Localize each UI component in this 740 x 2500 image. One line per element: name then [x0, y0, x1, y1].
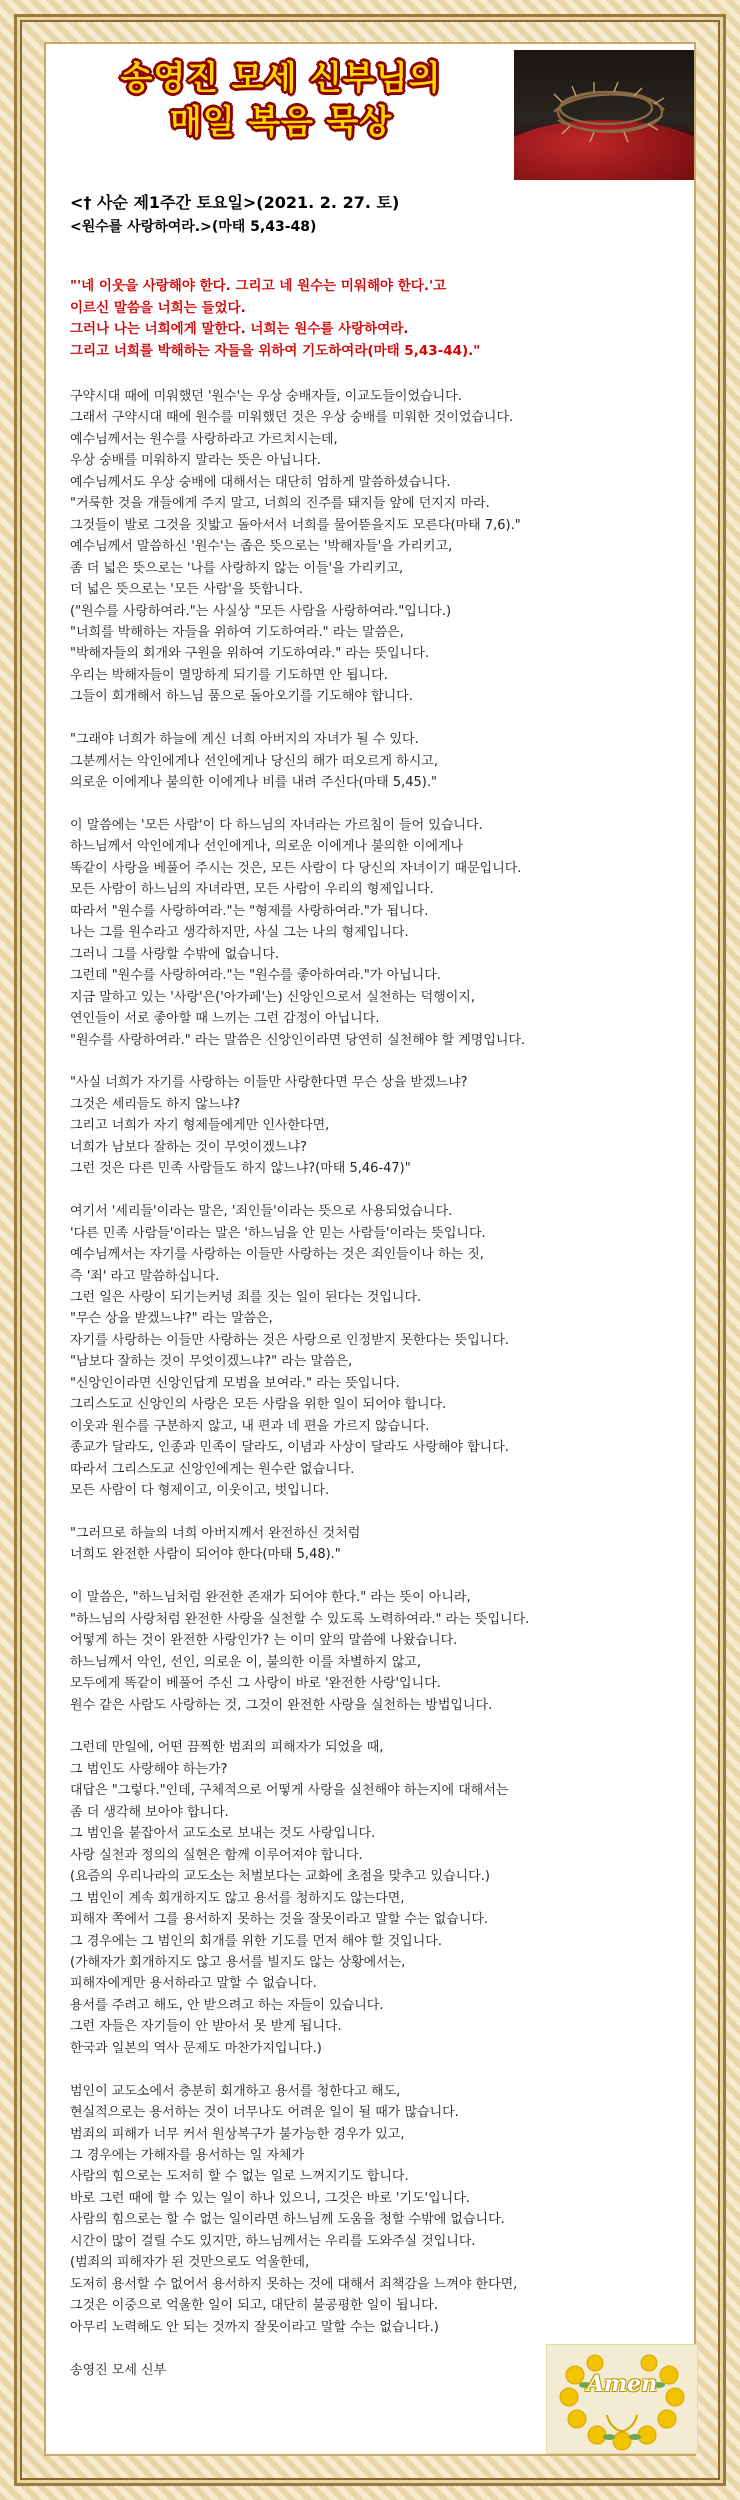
body-line: 지금 말하고 있는 '사랑'은('아가페'는) 신앙인으로서 실천하는 덕행이지,: [70, 989, 475, 1005]
body-line: "사실 너희가 자기를 사랑하는 이들만 사랑한다면 무슨 상을 받겠느냐?: [70, 1075, 468, 1091]
body-line: 좀 더 생각해 보아야 합니다.: [70, 1804, 229, 1820]
quote-line: 그리고 너희를 박해하는 자들을 위하여 기도하여라(마태 5,43-44).": [70, 342, 481, 359]
body-line: 우리는 박해자들이 멸망하게 되기를 기도하면 안 됩니다.: [70, 667, 388, 683]
body-line: "하느님의 사랑처럼 완전한 사랑을 실천할 수 있도록 노력하여라." 라는 뜻입니다.: [70, 1611, 530, 1627]
body-line: 원수 같은 사람도 사랑하는 것, 그것이 완전한 사랑을 실천하는 방법입니다.: [70, 1697, 493, 1713]
body-line: 그런데 만일에, 어떤 끔찍한 범죄의 피해자가 되었을 때,: [70, 1740, 384, 1756]
crown-of-thorns-image: [514, 50, 694, 180]
body-line: "그래야 너희가 하늘에 계신 너희 아버지의 자녀가 될 수 있다.: [70, 732, 419, 748]
body-line: 범인이 교도소에서 충분히 회개하고 용서를 청한다고 해도,: [70, 2083, 401, 2099]
body-line: 한국과 일본의 역사 문제도 마찬가지입니다.): [70, 2040, 322, 2056]
body-line: 피해자에게만 용서하라고 말할 수 없습니다.: [70, 1976, 317, 1992]
body-line: 어떻게 하는 것이 완전한 사랑인가? 는 이미 앞의 말씀에 나왔습니다.: [70, 1633, 458, 1649]
gospel-quote: [70, 276, 670, 362]
body-line: 범죄의 피해가 너무 커서 원상복구가 불가능한 경우가 있고,: [70, 2126, 405, 2142]
body-line: 구약시대 때에 미워했던 '원수'는 우상 숭배자들, 이교도들이었습니다.: [70, 389, 462, 404]
body-line: 그것들이 발로 그것을 짓밟고 돌아서서 너희를 물어뜯을지도 모른다(마태 7,6).": [70, 517, 521, 533]
body-line: 예수님께서는 자기를 사랑하는 이들만 사랑하는 것은 죄인들이나 하는 짓,: [70, 1247, 484, 1263]
body-line: 종교가 달라도, 인종과 민족이 달라도, 이념과 사상이 달라도 사랑해야 합니다.: [70, 1440, 509, 1456]
body-line: 그것은 이중으로 억울한 일이 되고, 대단히 불공평한 일이 됩니다.: [70, 2298, 438, 2314]
body-line: 현실적으로는 용서하는 것이 너무나도 어려운 일이 될 때가 많습니다.: [70, 2105, 459, 2121]
quote-line: 그러나 나는 너희에게 말한다. 너희는 원수를 사랑하여라.: [70, 321, 409, 337]
quote-line: 이르신 말씀을 너희는 들었다.: [70, 299, 246, 316]
body-line: 도저히 용서할 수 없어서 용서하지 못하는 것에 대해서 죄책감을 느껴야 한다면,: [70, 2276, 518, 2292]
body-line: "신앙인이라면 신앙인답게 모범을 보여라." 라는 뜻입니다.: [70, 1375, 400, 1391]
body-line: 이 말씀은, "하느님처럼 완전한 존재가 되어야 한다." 라는 뜻이 아니라,: [70, 1590, 471, 1606]
body-line: 연인들이 서로 좋아할 때 느끼는 그런 감정이 아닙니다.: [70, 1011, 380, 1027]
body-line: 그 경우에는 가해자를 용서하는 일 자체가: [70, 2148, 305, 2164]
body-line: (범죄의 피해자가 된 것만으로도 억울한데,: [70, 2255, 310, 2271]
body-line: 예수님께서 말씀하신 '원수'는 좁은 뜻으로는 '박해자들'을 가리키고,: [70, 539, 453, 555]
body-line: 바로 그런 때에 할 수 있는 일이 하나 있으니, 그것은 바로 '기도'입니다.: [70, 2190, 470, 2206]
body-line: 하느님께서 악인, 선인, 의로운 이, 불의한 이를 차별하지 않고,: [70, 1654, 421, 1670]
paragraph-gap: [70, 1180, 670, 1201]
body-line: 사랑 실천과 정의의 실현은 함께 이루어져야 합니다.: [70, 1847, 363, 1863]
paragraph-gap: [70, 2059, 670, 2080]
body-line: 우상 숭배를 미워하지 말라는 뜻은 아닙니다.: [70, 453, 321, 469]
body-line: "그러므로 하늘의 너희 아버지께서 완전하신 것처럼: [70, 1525, 361, 1541]
body-line: ("원수를 사랑하여라."는 사실상 "모든 사람을 사랑하여라."입니다.): [70, 603, 452, 619]
body-line: 모든 사람이 하느님의 자녀라면, 모든 사람이 우리의 형제입니다.: [70, 882, 434, 898]
flower-wreath-icon: [547, 2345, 697, 2453]
body-line: 그 범인을 붙잡아서 교도소로 보내는 것도 사랑입니다.: [70, 1826, 376, 1842]
paragraph-gap: [70, 708, 670, 729]
paragraph-gap: [70, 1716, 670, 1737]
body-line: 여기서 '세리들'이라는 말은, '죄인들'이라는 뜻으로 사용되었습니다.: [70, 1204, 453, 1220]
author-signature: 송영진 모세 신부: [70, 2362, 167, 2378]
title-line-2: 매일 복음 묵상: [169, 102, 393, 141]
body-line: 예수님께서도 우상 숭배에 대해서는 대단히 엄하게 말씀하셨습니다.: [70, 474, 451, 490]
paragraph-gap: [70, 794, 670, 815]
meditation-body: [70, 386, 670, 2381]
body-line: (요즘의 우리나라의 교도소는 처벌보다는 교화에 초점을 맞추고 있습니다.): [70, 1869, 490, 1885]
paragraph-gap: [70, 1566, 670, 1587]
body-line: "거룩한 것을 개들에게 주지 말고, 너희의 진주를 돼지들 앞에 던지지 마라.: [70, 496, 490, 512]
reading-header: [70, 192, 670, 237]
body-line: 그 경우에는 그 범인의 회개를 위한 기도를 먼저 해야 할 것입니다.: [70, 1933, 442, 1949]
body-line: 그들이 회개해서 하느님 품으로 돌아오기를 기도해야 합니다.: [70, 689, 413, 705]
body-line: 이 말씀에는 '모든 사람'이 다 하느님의 자녀라는 가르침이 들어 있습니다.: [70, 818, 483, 834]
body-line: "무슨 상을 받겠느냐?" 라는 말씀은,: [70, 1311, 273, 1327]
body-line: "너희를 박해하는 자들을 위하여 기도하여라." 라는 말씀은,: [70, 624, 404, 640]
paragraph-gap: [70, 1051, 670, 1072]
amen-label: Amen: [586, 2371, 658, 2397]
body-line: 그런데 "원수를 사랑하여라."는 "원수를 좋아하여라."가 아닙니다.: [70, 968, 441, 984]
title-banner: [46, 56, 516, 144]
body-line: 그 범인도 사랑해야 하는가?: [70, 1761, 228, 1777]
body-line: (가해자가 회개하지도 않고 용서를 빌지도 않는 상황에서는,: [70, 1954, 406, 1970]
paragraph-gap: [70, 1502, 670, 1523]
body-line: 그것은 세리들도 하지 않느냐?: [70, 1096, 240, 1112]
body-line: 똑같이 사랑을 베풀어 주시는 것은, 모든 사람이 다 당신의 자녀이기 때문입니다.: [70, 860, 522, 876]
body-line: 너희가 남보다 잘하는 것이 무엇이겠느냐?: [70, 1139, 307, 1155]
amen-wreath-image: [546, 2344, 698, 2454]
body-line: 그리스도교 신앙인의 사랑은 모든 사람을 위한 일이 되어야 합니다.: [70, 1397, 447, 1413]
body-line: 예수님께서는 원수를 사랑하라고 가르치시는데,: [70, 431, 338, 447]
body-line: 즉 '죄' 라고 말씀하십니다.: [70, 1268, 220, 1284]
body-line: 하느님께서 악인에게나 선인에게나, 의로운 이에게나 불의한 이에게나: [70, 839, 464, 855]
body-line: 사람의 힘으로는 도저히 할 수 없는 일로 느껴지기도 합니다.: [70, 2169, 409, 2185]
body-line: 너희도 완전한 사람이 되어야 한다(마태 5,48).": [70, 1547, 341, 1563]
body-line: 피해자 쪽에서 그를 용서하지 못하는 것을 잘못이라고 말할 수는 없습니다.: [70, 1912, 489, 1928]
body-line: 그런 일은 사랑이 되기는커녕 죄를 짓는 일이 된다는 것입니다.: [70, 1289, 422, 1305]
quote-line: "'네 이웃을 사랑해야 한다. 그리고 네 원수는 미워해야 한다.'고: [70, 278, 447, 294]
body-line: 모든 사람이 다 형제이고, 이웃이고, 벗입니다.: [70, 1483, 330, 1499]
body-line: 따라서 그리스도교 신앙인에게는 원수란 없습니다.: [70, 1461, 355, 1477]
body-line: 그 범인이 계속 회개하지도 않고 용서를 청하지도 않는다면,: [70, 1890, 405, 1906]
body-line: 이웃과 원수를 구분하지 않고, 내 편과 네 편을 가르지 않습니다.: [70, 1418, 430, 1434]
body-line: 용서를 주려고 해도, 안 받으려고 하는 자들이 있습니다.: [70, 1997, 384, 2013]
page-card: [46, 44, 694, 2454]
body-line: 더 넓은 뜻으로는 '모든 사람'을 뜻합니다.: [70, 582, 303, 598]
body-line: 아무리 노력해도 안 되는 것까지 잘못이라고 말할 수는 없습니다.): [70, 2319, 439, 2335]
thorns-icon: [514, 50, 694, 180]
body-line: 그리고 너희가 자기 형제들에게만 인사한다면,: [70, 1118, 330, 1134]
body-line: 사람의 힘으로는 할 수 없는 일이라면 하느님께 도움을 청할 수밖에 없습니다.: [70, 2212, 505, 2228]
body-line: 자기를 사랑하는 이들만 사랑하는 것은 사랑으로 인정받지 못한다는 뜻입니다.: [70, 1332, 510, 1348]
body-line: 모두에게 똑같이 베풀어 주신 그 사랑이 바로 '완전한 사랑'입니다.: [70, 1676, 441, 1692]
body-line: 대답은 "그렇다."인데, 구체적으로 어떻게 사랑을 실천해야 하는지에 대해서는: [70, 1783, 509, 1799]
body-line: 좀 더 넓은 뜻으로는 '나를 사랑하지 않는 이들'을 가리키고,: [70, 560, 404, 576]
body-line: "원수를 사랑하여라." 라는 말씀은 신앙인이라면 당연히 실천해야 할 계명입니다.: [70, 1032, 526, 1048]
body-line: 시간이 많이 걸릴 수도 있지만, 하느님께서는 우리를 도와주실 것입니다.: [70, 2233, 476, 2249]
body-line: "남보다 잘하는 것이 무엇이겠느냐?" 라는 말씀은,: [70, 1354, 353, 1370]
liturgical-date-heading: <† 사순 제1주간 토요일>(2021. 2. 27. 토): [70, 193, 400, 212]
body-line: '다른 민족 사람들'이라는 말은 '하느님을 안 믿는 사람들'이라는 뜻입니다.: [70, 1225, 486, 1241]
body-line: "박해자들의 회개와 구원을 위하여 기도하여라." 라는 뜻입니다.: [70, 646, 429, 662]
body-line: 그러니 그를 사랑할 수밖에 없습니다.: [70, 946, 280, 962]
body-line: 의로운 이에게나 불의한 이에게나 비를 내려 주신다(마태 5,45).": [70, 775, 437, 791]
body-line: 그분께서는 악인에게나 선인에게나 당신의 해가 떠오르게 하시고,: [70, 753, 438, 769]
body-line: 나는 그를 원수라고 생각하지만, 사실 그는 나의 형제입니다.: [70, 925, 409, 941]
body-line: 그런 자들은 자기들이 안 받아서 못 받게 됩니다.: [70, 2019, 342, 2035]
gospel-reference: <원수를 사랑하여라.>(마태 5,43-48): [70, 219, 317, 235]
body-line: 따라서 "원수를 사랑하여라."는 "형제를 사랑하여라."가 됩니다.: [70, 903, 429, 919]
title-line-1: 송영진 모세 신부님의: [120, 58, 442, 97]
body-line: 그래서 구약시대 때에 원수를 미워했던 것은 우상 숭배를 미워한 것이었습니다.: [70, 410, 514, 426]
body-line: 그런 것은 다른 민족 사람들도 하지 않느냐?(마태 5,46-47)": [70, 1161, 411, 1177]
